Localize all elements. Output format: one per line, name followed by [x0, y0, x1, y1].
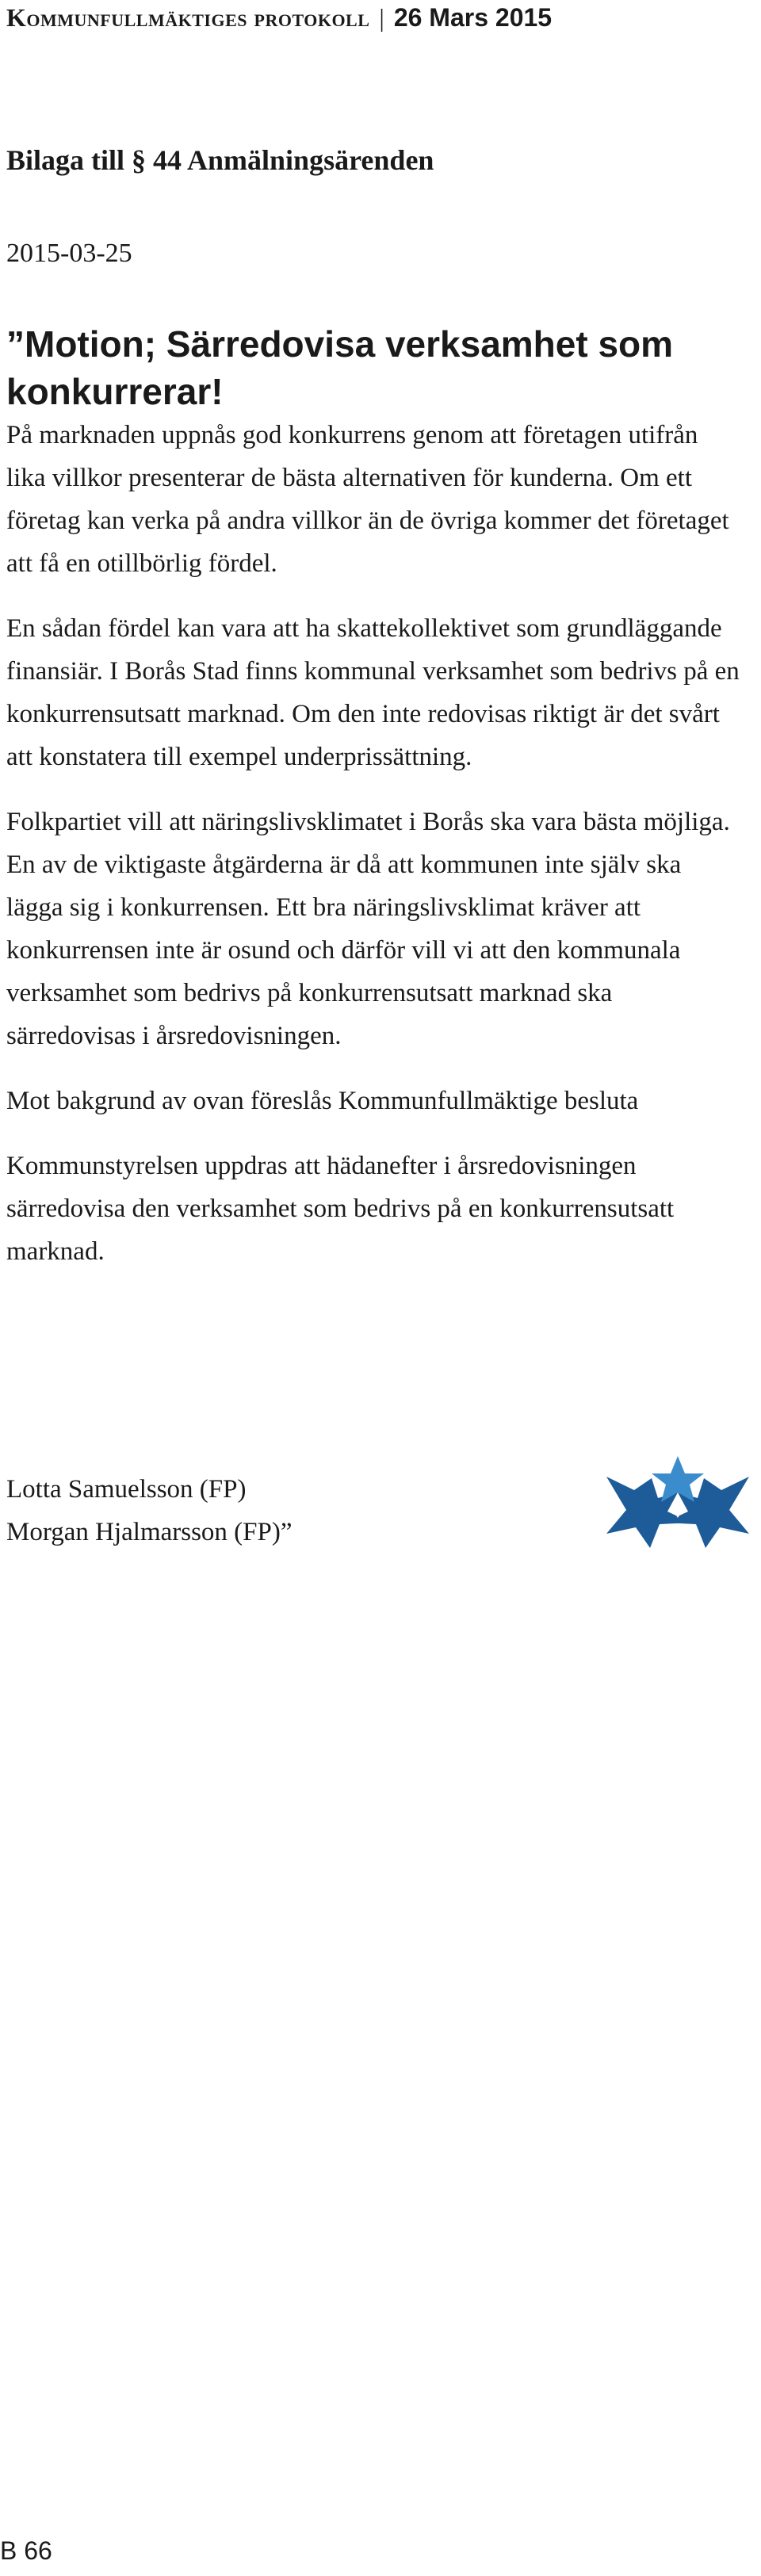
page-number: B 66 [0, 2536, 52, 2565]
signature-block [6, 1468, 293, 1554]
folkpartiet-logo-icon [602, 1454, 753, 1550]
logo-star-center [652, 1456, 704, 1502]
header-title: Kommunfullmäktiges protokoll [6, 3, 370, 32]
appendix-heading: Bilaga till § 44 Anmälningsärenden [6, 144, 434, 176]
header-separator: | [379, 3, 384, 32]
paragraph-competition: På marknaden uppnås god konkurrens genom att företagen utifrån lika villkor presenterar de bästa alternativen för kunderna. Om ett företag kan verka på andra villkor än de övriga kommer det företaget att få en otillbörlig fördel. [6, 421, 729, 578]
page-header [6, 2, 552, 33]
document-date: 2015-03-25 [6, 239, 132, 268]
paragraph-advantage: En sådan fördel kan vara att ha skattekollektivet som grundläggande finansiär. I Borås Stad finns kommunal verksamhet som bedrivs på en konkurrensutsatt marknad. Om den inte redovisas riktigt är det svårt att konstatera till exempel underprissättning. [6, 614, 740, 771]
motion-title: ”Motion; Särredovisa verksamhet som konkurrerar! [6, 323, 674, 412]
paragraph-proposal-intro: Mot bakgrund av ovan föreslås Kommunfullmäktige besluta [6, 1087, 639, 1115]
signature-name: Lotta Samuelsson (FP) [6, 1475, 247, 1504]
header-date: 26 Mars 2015 [393, 3, 553, 32]
motion-body [6, 414, 744, 1295]
signature-name: Morgan Hjalmarsson (FP)” [6, 1518, 293, 1546]
paragraph-proposal: Kommunstyrelsen uppdras att hädanefter i årsredovisningen särredovisa den verksamhet som bedrivs på en konkurrensutsatt marknad. [6, 1152, 675, 1266]
paragraph-business-climate: Folkpartiet vill att näringslivsklimatet i Borås ska vara bästa möjliga. En av de viktigaste åtgärderna är då att kommunen inte själv ska lägga sig i konkurrensen. Ett bra näringslivsklimat kräver att konkurrensen inte är osund och därför vill vi att den kommunala verksamhet som bedrivs på konkurrensutsatt marknad ska särredovisas i årsredovisningen. [6, 808, 730, 1050]
